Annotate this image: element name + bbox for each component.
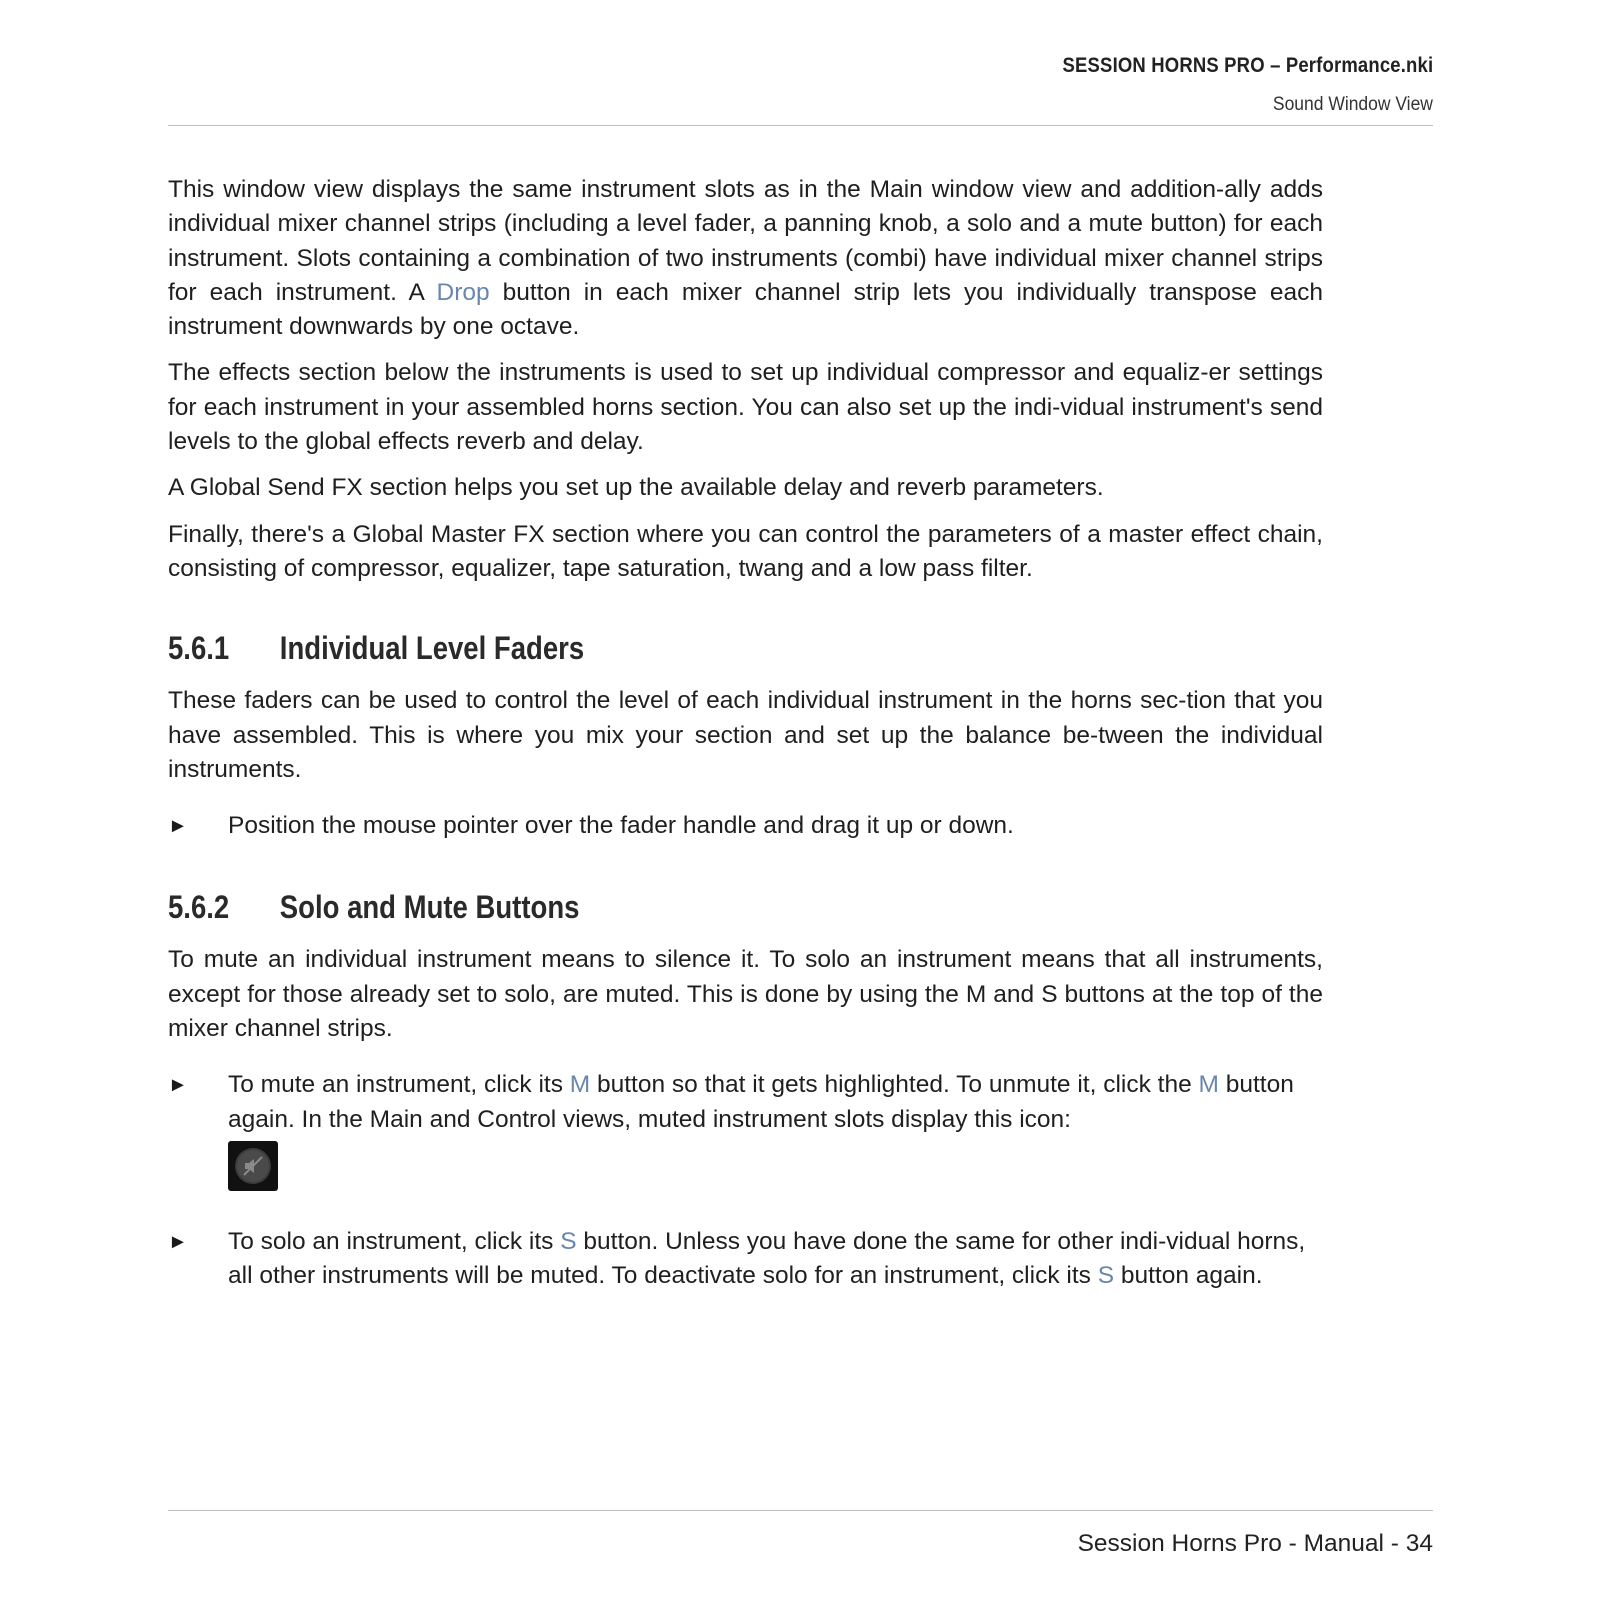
bullet-arrow-icon: ►	[168, 1230, 188, 1253]
list-item	[168, 1068, 1323, 1201]
s-button-reference: S	[1097, 1262, 1115, 1290]
running-header-subtitle: Sound Window View	[1272, 94, 1433, 115]
text-run: button so that it gets highlighted. To unmute it, click the	[590, 1071, 1199, 1099]
section-number: 5.6.1	[168, 630, 230, 667]
intro-paragraph-1	[168, 173, 1323, 344]
section1-paragraph: These faders can be used to control the level of each individual instrument in the horns sec-tion that you have assembled. This is where you mix your section and set up the balance be-tween the individual instruments.	[168, 687, 1323, 783]
header-divider	[168, 125, 1433, 126]
text-run: To mute an instrument, click its	[228, 1071, 570, 1099]
text-run: button in each mixer channel strip lets you individually transpose each instrument downwards by one octave.	[168, 278, 1323, 341]
m-button-reference: M	[569, 1071, 591, 1099]
bullet-text: Position the mouse pointer over the fader handle and drag it up or down.	[228, 812, 1014, 840]
bullet-arrow-icon: ►	[168, 815, 188, 838]
section-title: Individual Level Faders	[279, 630, 585, 667]
page-content	[168, 173, 1323, 1306]
drop-button-reference: Drop	[436, 278, 490, 306]
m-button-reference: M	[1198, 1071, 1219, 1099]
section-heading-5-6-2	[168, 889, 1161, 925]
bullet-text	[228, 1068, 1323, 1201]
intro-paragraph-2: The effects section below the instruments is used to set up individual compressor and equaliz-er settings for each instrument in your assembled horns section. You can also set up the indi-vidual instrument's send levels to the global effects reverb and delay.	[168, 359, 1323, 456]
text-run: This window view displays the same instrument slots as in the Main window view and addition-ally adds individual mixer channel strips (including a level fader, a panning knob, a solo and a mute button) for each instrument. Slots containing a combination of two instruments (combi) have individual mixer channel strips for each instrument. A	[168, 176, 1323, 306]
section-number: 5.6.2	[168, 889, 230, 926]
list-item	[168, 809, 1323, 843]
muted-speaker-icon	[228, 1141, 278, 1191]
section2-paragraph: To mute an individual instrument means to silence it. To solo an instrument means that all instruments, except for those already set to solo, are muted. This is done by using the M and S buttons at the top of the mixer channel strips.	[168, 946, 1323, 1043]
page-footer: Session Horns Pro - Manual - 34	[1077, 1530, 1433, 1557]
running-header-title: SESSION HORNS PRO – Performance.nki	[1062, 54, 1433, 77]
section-title: Solo and Mute Buttons	[279, 889, 580, 926]
text-run: button. Unless you have done the same for other indi-vidual horns, all other instruments will be muted. To deactivate solo for an instrument, click its	[228, 1227, 1306, 1290]
section-heading-5-6-1	[168, 630, 1161, 666]
intro-paragraph-4: Finally, there's a Global Master FX section where you can control the parameters of a master effect chain, consisting of compressor, equalizer, tape saturation, twang and a low pass filter.	[168, 520, 1323, 582]
intro-paragraph-3: A Global Send FX section helps you set up the available delay and reverb parameters.	[168, 474, 1104, 502]
text-run: button again.	[1114, 1262, 1263, 1290]
footer-divider	[168, 1510, 1433, 1511]
text-run: button again. In the Main and Control views, muted instrument slots display this icon:	[228, 1071, 1294, 1133]
bullet-text	[228, 1225, 1323, 1294]
list-item	[168, 1225, 1323, 1294]
bullet-arrow-icon: ►	[168, 1074, 188, 1097]
s-button-reference: S	[560, 1227, 577, 1255]
text-run: To solo an instrument, click its	[228, 1227, 561, 1255]
